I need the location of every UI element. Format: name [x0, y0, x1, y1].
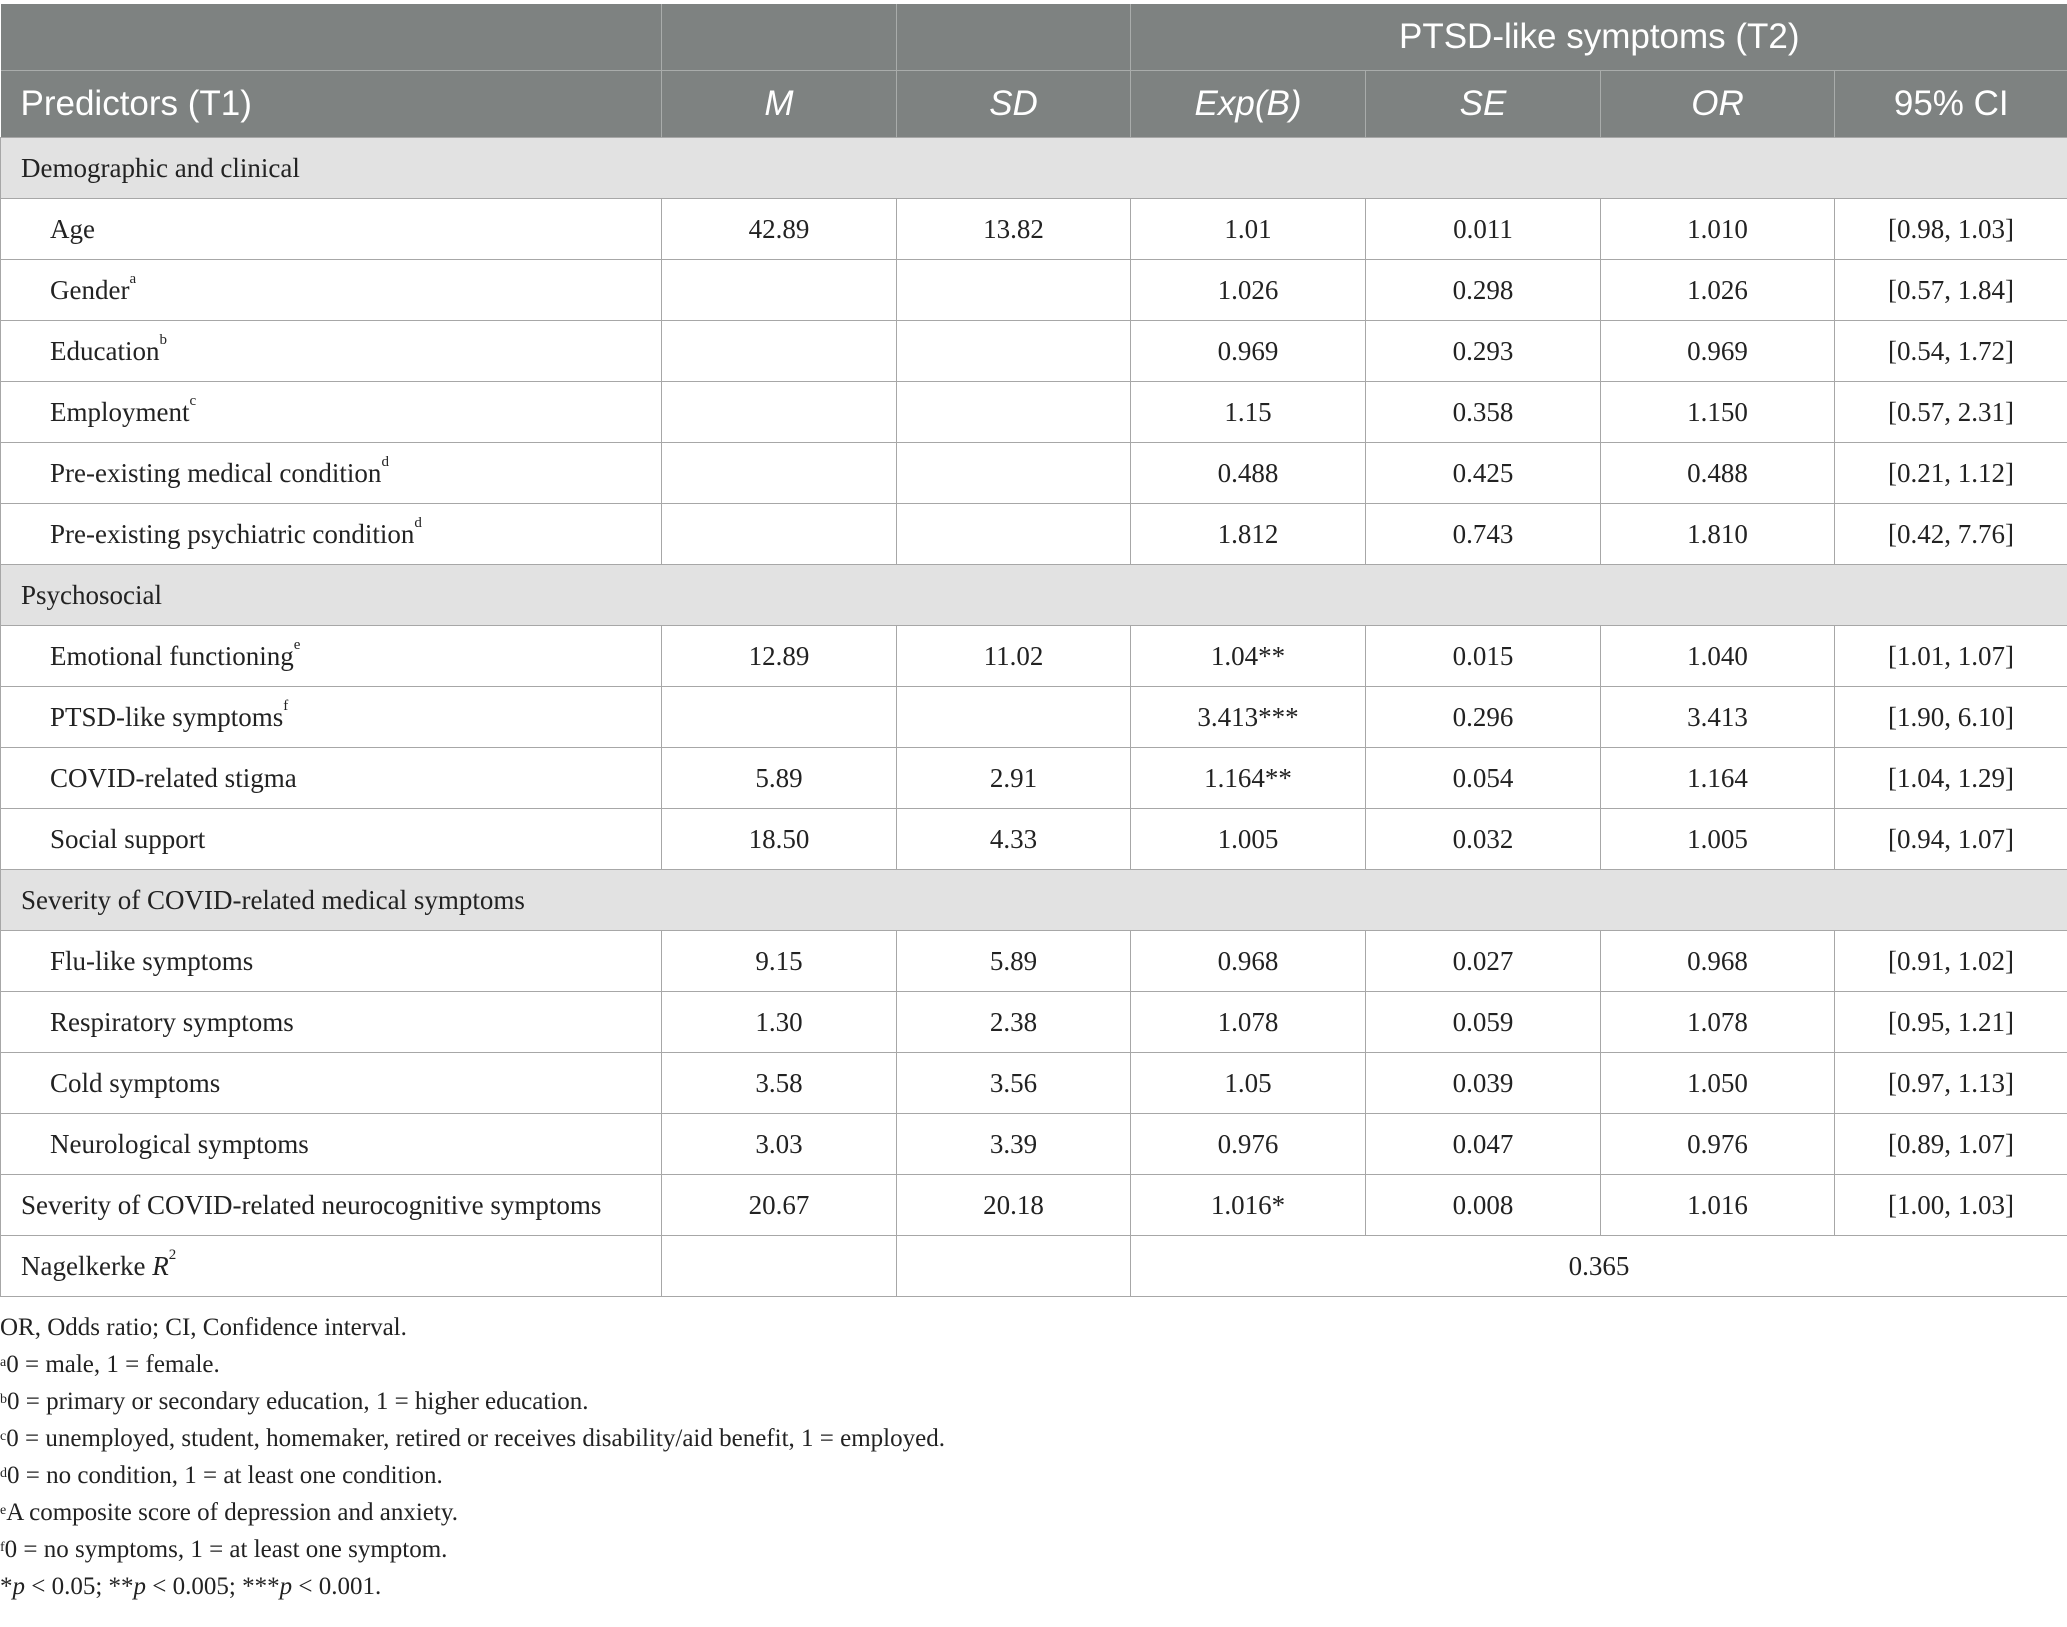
predictor-label-text: Age: [50, 213, 95, 244]
expb-cell: 1.005: [1131, 809, 1366, 870]
nagelkerke-value: 0.365: [1131, 1236, 2067, 1297]
table-row: [1, 443, 2067, 504]
empty-cell: [897, 1236, 1131, 1297]
header-column-row: [1, 71, 2067, 138]
mean-cell: [662, 443, 897, 504]
header-ci: 95% CI: [1835, 71, 2067, 138]
table-row: [1, 382, 2067, 443]
predictor-label: [1, 260, 662, 321]
sig-text: < 0.005; ***: [146, 1573, 280, 1600]
expb-cell: 1.01: [1131, 199, 1366, 260]
ci-cell: [1.01, 1.07]: [1835, 626, 2067, 687]
se-cell: 0.296: [1366, 687, 1601, 748]
table-row: [1, 931, 2067, 992]
table-row: [1, 687, 2067, 748]
ci-cell: [0.21, 1.12]: [1835, 443, 2067, 504]
expb-cell: 1.04**: [1131, 626, 1366, 687]
footnote-b: [0, 1383, 2067, 1420]
predictor-label: [1, 443, 662, 504]
sd-cell: [897, 504, 1131, 565]
footnote-mark: e: [0, 1503, 7, 1518]
or-cell: 1.010: [1601, 199, 1835, 260]
sd-cell: 11.02: [897, 626, 1131, 687]
footnote-abbreviations: OR, Odds ratio; CI, Confidence interval.: [0, 1314, 407, 1341]
footnote-mark: c: [189, 392, 197, 409]
results-table: [0, 4, 2067, 1297]
expb-cell: 1.05: [1131, 1053, 1366, 1114]
footnote-mark: d: [381, 453, 389, 470]
expb-cell: 0.969: [1131, 321, 1366, 382]
footnote-mark: f: [0, 1540, 5, 1555]
table-row: [1, 260, 2067, 321]
predictor-label: [1, 504, 662, 565]
se-cell: 0.011: [1366, 199, 1601, 260]
mean-cell: [662, 321, 897, 382]
regression-table-document: [0, 4, 2067, 1605]
sd-cell: [897, 321, 1131, 382]
or-cell: 1.026: [1601, 260, 1835, 321]
footnote-mark: b: [0, 1392, 7, 1407]
or-cell: 3.413: [1601, 687, 1835, 748]
header-empty: [1, 4, 662, 71]
mean-cell: 18.50: [662, 809, 897, 870]
header-predictors: Predictors (T1): [1, 71, 662, 138]
section-label: Psychosocial: [1, 565, 2067, 626]
footnote-text: 0 = primary or secondary education, 1 = higher education.: [7, 1388, 589, 1415]
expb-cell: 0.488: [1131, 443, 1366, 504]
predictor-label-text: Social support: [50, 823, 206, 854]
mean-cell: 3.03: [662, 1114, 897, 1175]
predictor-label: [1, 382, 662, 443]
predictor-label-text: Severity of COVID-related neurocognitive symptoms: [21, 1189, 602, 1220]
or-cell: 1.005: [1601, 809, 1835, 870]
footnote-f: [0, 1531, 2067, 1568]
expb-cell: 3.413***: [1131, 687, 1366, 748]
sd-cell: [897, 443, 1131, 504]
footnote-d: [0, 1457, 2067, 1494]
se-cell: 0.293: [1366, 321, 1601, 382]
ci-cell: [1.00, 1.03]: [1835, 1175, 2067, 1236]
se-cell: 0.027: [1366, 931, 1601, 992]
footnote-mark: f: [283, 697, 289, 714]
table-row: [1, 199, 2067, 260]
se-cell: 0.047: [1366, 1114, 1601, 1175]
mean-cell: 12.89: [662, 626, 897, 687]
or-cell: 0.488: [1601, 443, 1835, 504]
r-symbol: R: [152, 1250, 169, 1281]
sd-cell: 2.38: [897, 992, 1131, 1053]
table-row: [1, 1053, 2067, 1114]
sig-text: < 0.05; **: [25, 1573, 134, 1600]
table-row: [1, 1175, 2067, 1236]
table-row: [1, 504, 2067, 565]
or-cell: 1.050: [1601, 1053, 1835, 1114]
sd-cell: 3.56: [897, 1053, 1131, 1114]
mean-cell: 9.15: [662, 931, 897, 992]
ci-cell: [0.94, 1.07]: [1835, 809, 2067, 870]
section-row-psychosocial: [1, 565, 2067, 626]
footnote-mark: c: [0, 1429, 7, 1444]
expb-cell: 1.812: [1131, 504, 1366, 565]
predictor-label-text: Respiratory symptoms: [50, 1006, 294, 1037]
or-cell: 1.016: [1601, 1175, 1835, 1236]
predictor-label: [1, 321, 662, 382]
se-cell: 0.008: [1366, 1175, 1601, 1236]
header-expb: Exp(B): [1131, 71, 1366, 138]
mean-cell: 3.58: [662, 1053, 897, 1114]
ci-cell: [0.91, 1.02]: [1835, 931, 2067, 992]
expb-cell: 0.968: [1131, 931, 1366, 992]
sig-p: p: [279, 1573, 293, 1600]
predictor-label: [1, 687, 662, 748]
header-empty: [662, 4, 897, 71]
footnote-mark: e: [293, 636, 301, 653]
ci-cell: [0.89, 1.07]: [1835, 1114, 2067, 1175]
mean-cell: [662, 504, 897, 565]
empty-cell: [662, 1236, 897, 1297]
nagelkerke-label-text: Nagelkerke: [21, 1250, 153, 1281]
expb-cell: 1.15: [1131, 382, 1366, 443]
or-cell: 1.078: [1601, 992, 1835, 1053]
footnote-a: [0, 1346, 2067, 1383]
table-row: [1, 321, 2067, 382]
nagelkerke-row: [1, 1236, 2067, 1297]
header-sd: SD: [897, 71, 1131, 138]
sig-text: < 0.001.: [292, 1573, 382, 1600]
footnote-text: 0 = unemployed, student, homemaker, retired or receives disability/aid benefit, 1 = employed.: [6, 1425, 945, 1452]
header-mean: M: [662, 71, 897, 138]
header-se: SE: [1366, 71, 1601, 138]
expb-cell: 1.016*: [1131, 1175, 1366, 1236]
table-row: [1, 992, 2067, 1053]
footnote-mark: a: [0, 1355, 7, 1370]
table-row: [1, 748, 2067, 809]
or-cell: 0.976: [1601, 1114, 1835, 1175]
sd-cell: [897, 260, 1131, 321]
footnote-significance: [0, 1568, 2067, 1605]
or-cell: 1.810: [1601, 504, 1835, 565]
header-outcome-group: PTSD-like symptoms (T2): [1131, 4, 2067, 71]
se-cell: 0.743: [1366, 504, 1601, 565]
sd-cell: 4.33: [897, 809, 1131, 870]
section-label: Severity of COVID-related medical symptoms: [1, 870, 2067, 931]
or-cell: 0.968: [1601, 931, 1835, 992]
ci-cell: [0.42, 7.76]: [1835, 504, 2067, 565]
expb-cell: 1.026: [1131, 260, 1366, 321]
header-or: OR: [1601, 71, 1835, 138]
footnote-mark: d: [414, 514, 422, 531]
ci-cell: [0.57, 2.31]: [1835, 382, 2067, 443]
predictor-label-text: Flu-like symptoms: [50, 945, 254, 976]
predictor-label-text: PTSD-like symptoms: [50, 701, 284, 732]
sig-p: p: [133, 1573, 147, 1600]
expb-cell: 0.976: [1131, 1114, 1366, 1175]
header-empty: [897, 4, 1131, 71]
mean-cell: [662, 382, 897, 443]
table-row: [1, 626, 2067, 687]
sd-cell: 5.89: [897, 931, 1131, 992]
mean-cell: 20.67: [662, 1175, 897, 1236]
mean-cell: [662, 687, 897, 748]
se-cell: 0.358: [1366, 382, 1601, 443]
sd-cell: 20.18: [897, 1175, 1131, 1236]
se-cell: 0.015: [1366, 626, 1601, 687]
footnote-text: 0 = male, 1 = female.: [6, 1351, 220, 1378]
expb-cell: 1.164**: [1131, 748, 1366, 809]
predictor-label-text: Education: [50, 335, 160, 366]
footnote-e: [0, 1494, 2067, 1531]
footnote-text: A composite score of depression and anxiety.: [6, 1499, 458, 1526]
predictor-label: [1, 1114, 662, 1175]
sd-cell: 3.39: [897, 1114, 1131, 1175]
predictor-label-text: Gender: [50, 274, 130, 305]
ci-cell: [1.90, 6.10]: [1835, 687, 2067, 748]
section-row-demographic: [1, 138, 2067, 199]
ci-cell: [1.04, 1.29]: [1835, 748, 2067, 809]
sd-cell: [897, 382, 1131, 443]
se-cell: 0.039: [1366, 1053, 1601, 1114]
footnote-text: 0 = no symptoms, 1 = at least one symptom.: [4, 1536, 448, 1563]
predictor-label: [1, 748, 662, 809]
predictor-label-text: COVID-related stigma: [50, 762, 297, 793]
expb-cell: 1.078: [1131, 992, 1366, 1053]
or-cell: 1.164: [1601, 748, 1835, 809]
mean-cell: 5.89: [662, 748, 897, 809]
table-row: [1, 1114, 2067, 1175]
predictor-label-text: Neurological symptoms: [50, 1128, 309, 1159]
sig-p: p: [12, 1573, 25, 1600]
predictor-label: [1, 809, 662, 870]
predictor-label-text: Emotional functioning: [50, 640, 294, 671]
footnote-mark: b: [159, 331, 167, 348]
table-row: [1, 809, 2067, 870]
section-row-medical: [1, 870, 2067, 931]
footnote-c: [0, 1420, 2067, 1457]
r-squared-sup: 2: [168, 1246, 177, 1263]
mean-cell: [662, 260, 897, 321]
predictor-label-text: Pre-existing medical condition: [50, 457, 382, 488]
predictor-label-text: Pre-existing psychiatric condition: [50, 518, 415, 549]
predictor-label: [1, 931, 662, 992]
se-cell: 0.032: [1366, 809, 1601, 870]
or-cell: 1.040: [1601, 626, 1835, 687]
ci-cell: [0.97, 1.13]: [1835, 1053, 2067, 1114]
sd-cell: [897, 687, 1131, 748]
section-label: Demographic and clinical: [1, 138, 2067, 199]
footnote-text: 0 = no condition, 1 = at least one condition.: [7, 1462, 443, 1489]
ci-cell: [0.98, 1.03]: [1835, 199, 2067, 260]
ci-cell: [0.57, 1.84]: [1835, 260, 2067, 321]
or-cell: 1.150: [1601, 382, 1835, 443]
predictor-label: [1, 1175, 662, 1236]
ci-cell: [0.95, 1.21]: [1835, 992, 2067, 1053]
nagelkerke-label: [1, 1236, 662, 1297]
mean-cell: 1.30: [662, 992, 897, 1053]
predictor-label-text: Employment: [50, 396, 190, 427]
sd-cell: 13.82: [897, 199, 1131, 260]
se-cell: 0.059: [1366, 992, 1601, 1053]
mean-cell: 42.89: [662, 199, 897, 260]
predictor-label: [1, 626, 662, 687]
predictor-label: [1, 1053, 662, 1114]
ci-cell: [0.54, 1.72]: [1835, 321, 2067, 382]
se-cell: 0.425: [1366, 443, 1601, 504]
predictor-label: [1, 992, 662, 1053]
footnote-mark: d: [0, 1466, 7, 1481]
sd-cell: 2.91: [897, 748, 1131, 809]
sig-star: *: [0, 1573, 13, 1600]
se-cell: 0.298: [1366, 260, 1601, 321]
table-footnotes: [0, 1309, 2067, 1605]
se-cell: 0.054: [1366, 748, 1601, 809]
or-cell: 0.969: [1601, 321, 1835, 382]
header-group-row: [1, 4, 2067, 71]
footnote-mark: a: [129, 270, 137, 287]
predictor-label: [1, 199, 662, 260]
predictor-label-text: Cold symptoms: [50, 1067, 221, 1098]
